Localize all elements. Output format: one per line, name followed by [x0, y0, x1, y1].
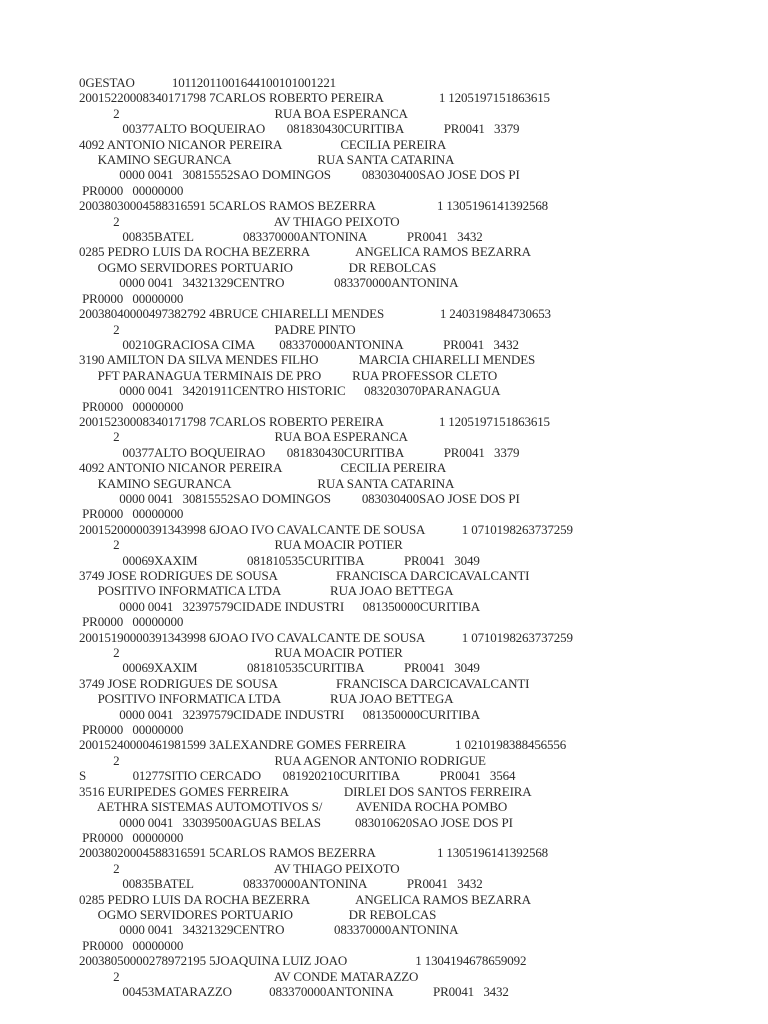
record-line: 4092 ANTONIO NICANOR PEREIRA CECILIA PEREIRA — [79, 136, 447, 152]
record-line: 0000 0041 34321329CENTRO 083370000ANTONINA — [79, 275, 459, 291]
record-line: 2 RUA MOACIR POTIER — [79, 645, 403, 661]
record-line: KAMINO SEGURANCA RUA SANTA CATARINA — [79, 475, 455, 491]
record-line: 00835BATEL 083370000ANTONINA PR0041 3432 — [79, 229, 483, 245]
record-line: 0000 0041 34321329CENTRO 083370000ANTONINA — [79, 922, 459, 938]
record-line: PFT PARANAGUA TERMINAIS DE PRO RUA PROFESSOR CLETO — [79, 367, 498, 383]
record-line: 2 RUA MOACIR POTIER — [79, 537, 403, 553]
record-line: PR0000 00000000 — [79, 506, 184, 522]
record-line: 2 RUA AGENOR ANTONIO RODRIGUE — [79, 752, 486, 768]
record-line: 20015240000461981599 3ALEXANDRE GOMES FERREIRA 1 0210198388456556 — [79, 737, 567, 753]
record-line: 20015220008340171798 7CARLOS ROBERTO PEREIRA 1 1205197151863615 — [79, 90, 550, 106]
record-line: 20015190000391343998 6JOAO IVO CAVALCANTE DE SOUSA 1 0710198263737259 — [79, 629, 573, 645]
record-line: POSITIVO INFORMATICA LTDA RUA JOAO BETTEGA — [79, 583, 454, 599]
record-line: PR0000 00000000 — [79, 722, 184, 738]
record-line: 0000 0041 32397579CIDADE INDUSTRI 081350000CURITIBA — [79, 706, 481, 722]
record-line: 0285 PEDRO LUIS DA ROCHA BEZERRA ANGELICA RAMOS BEZARRA — [79, 891, 531, 907]
record-line: PR0000 00000000 — [79, 290, 184, 306]
record-line: 3516 EURIPEDES GOMES FERREIRA DIRLEI DOS SANTOS FERREIRA — [79, 783, 532, 799]
record-line: 0GESTAO 10112011001644100101001221 — [79, 75, 337, 90]
record-line: 2 RUA BOA ESPERANCA — [79, 105, 408, 121]
record-line: 00835BATEL 083370000ANTONINA PR0041 3432 — [79, 876, 483, 892]
record-line: OGMO SERVIDORES PORTUARIO DR REBOLCAS — [79, 259, 437, 275]
record-line: 20038020004588316591 5CARLOS RAMOS BEZERRA 1 1305196141392568 — [79, 845, 549, 861]
record-line: 20015200000391343998 6JOAO IVO CAVALCANTE DE SOUSA 1 0710198263737259 — [79, 521, 573, 537]
record-line: 00377ALTO BOQUEIRAO 081830430CURITIBA PR0041 3379 — [79, 121, 520, 137]
record-line: PR0000 00000000 — [79, 398, 184, 414]
record-line: 0000 0041 30815552SAO DOMINGOS 083030400SAO JOSE DOS PI — [79, 167, 520, 183]
record-line: 00453MATARAZZO 083370000ANTONINA PR0041 3432 — [79, 983, 509, 999]
record-line: 20015230008340171798 7CARLOS ROBERTO PEREIRA 1 1205197151863615 — [79, 413, 550, 429]
record-line: AETHRA SISTEMAS AUTOMOTIVOS S/ AVENIDA ROCHA POMBO — [79, 799, 508, 815]
record-line: 2 AV CONDE MATARAZZO — [79, 968, 419, 984]
record-line: 2 AV THIAGO PEIXOTO — [79, 860, 400, 876]
record-line: PR0000 00000000 — [79, 937, 184, 953]
record-line: 0285 PEDRO LUIS DA ROCHA BEZERRA ANGELICA RAMOS BEZARRA — [79, 244, 531, 260]
record-line: 3190 AMILTON DA SILVA MENDES FILHO MARCIA CHIARELLI MENDES — [79, 352, 536, 368]
record-line: OGMO SERVIDORES PORTUARIO DR REBOLCAS — [79, 906, 437, 922]
record-line: 0000 0041 30815552SAO DOMINGOS 083030400SAO JOSE DOS PI — [79, 490, 520, 506]
record-line: 2 AV THIAGO PEIXOTO — [79, 213, 400, 229]
record-line: 00377ALTO BOQUEIRAO 081830430CURITIBA PR0041 3379 — [79, 444, 520, 460]
record-line: 4092 ANTONIO NICANOR PEREIRA CECILIA PEREIRA — [79, 460, 447, 476]
record-line: 00069XAXIM 081810535CURITIBA PR0041 3049 — [79, 552, 480, 568]
record-line: 3749 JOSE RODRIGUES DE SOUSA FRANCISCA DARCICAVALCANTI — [79, 675, 530, 691]
record-line: 20038040000497382792 4BRUCE CHIARELLI MENDES 1 2403198484730653 — [79, 306, 551, 322]
record-line: 0000 0041 34201911CENTRO HISTORIC 083203070PARANAGUA — [79, 383, 501, 399]
record-line: 0000 0041 32397579CIDADE INDUSTRI 081350000CURITIBA — [79, 598, 481, 614]
record-line: 0000 0041 33039500AGUAS BELAS 083010620SAO JOSE DOS PI — [79, 814, 513, 830]
record-line: PR0000 00000000 — [79, 182, 184, 198]
record-line: POSITIVO INFORMATICA LTDA RUA JOAO BETTEGA — [79, 691, 454, 707]
record-listing — [79, 75, 573, 999]
record-line: 20038050000278972195 5JOAQUINA LUIZ JOAO 1 1304194678659092 — [79, 953, 527, 969]
record-line: 3749 JOSE RODRIGUES DE SOUSA FRANCISCA DARCICAVALCANTI — [79, 568, 530, 583]
record-line: 20038030004588316591 5CARLOS RAMOS BEZERRA 1 1305196141392568 — [79, 198, 549, 214]
record-line: KAMINO SEGURANCA RUA SANTA CATARINA — [79, 152, 455, 168]
record-line: PR0000 00000000 — [79, 829, 184, 845]
record-line: PR0000 00000000 — [79, 614, 184, 630]
record-line: 2 PADRE PINTO — [79, 321, 356, 337]
record-line: 2 RUA BOA ESPERANCA — [79, 429, 408, 445]
record-line: S 01277SITIO CERCADO 081920210CURITIBA PR0041 3564 — [79, 768, 516, 784]
record-line: 00210GRACIOSA CIMA 083370000ANTONINA PR0041 3432 — [79, 336, 519, 352]
record-line: 00069XAXIM 081810535CURITIBA PR0041 3049 — [79, 660, 480, 676]
